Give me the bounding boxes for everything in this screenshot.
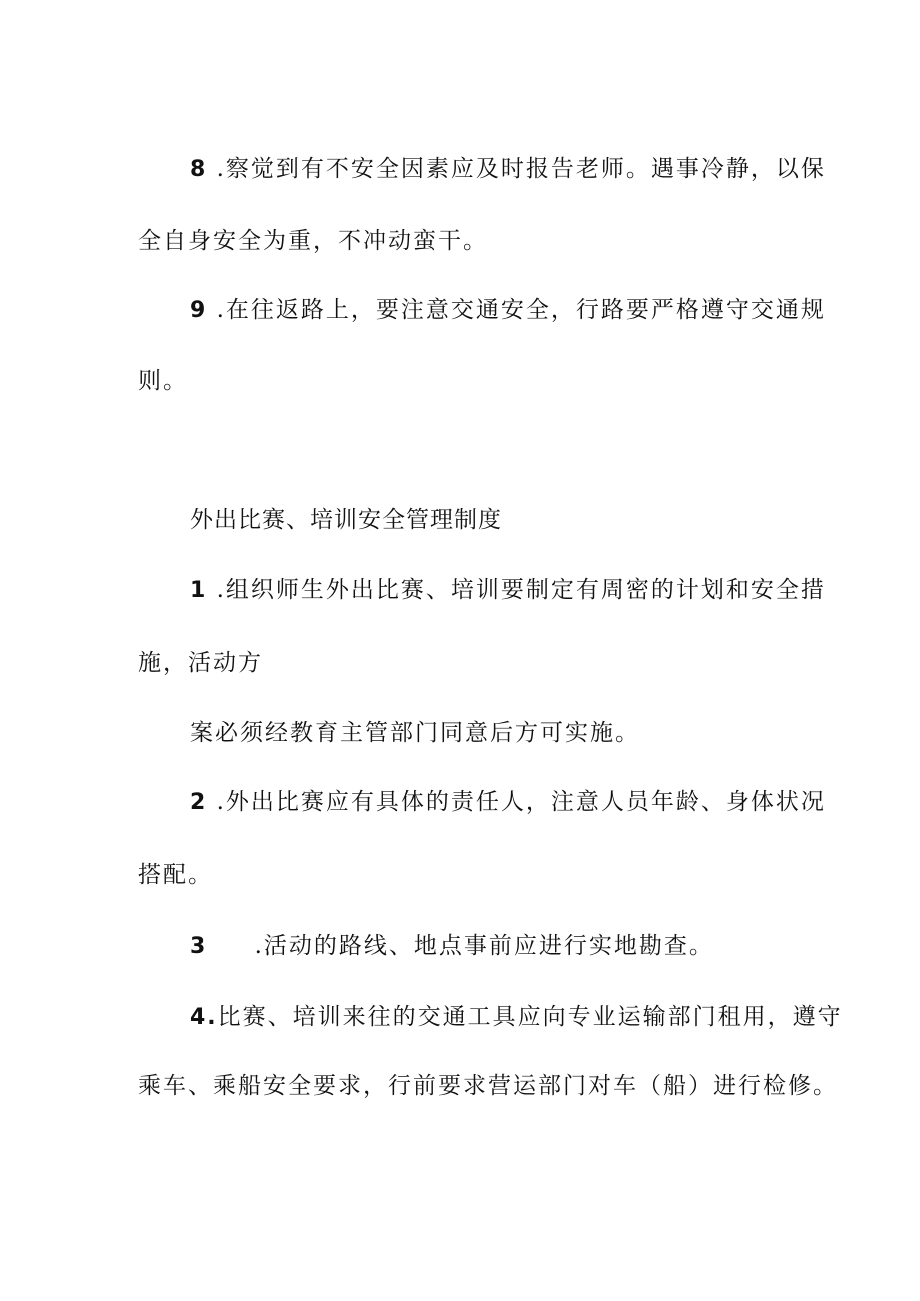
item-text: .察觉到有不安全因素应及时报告老师。遇事冷静，以保	[216, 156, 826, 182]
item-9-line-2	[138, 370, 188, 393]
rule-text: 乘车、乘船安全要求，行前要求营运部门对车（船）进行检修。	[138, 1073, 838, 1099]
rule-text: .活动的路线、地点事前应进行实地勘查。	[254, 933, 714, 959]
rule-1-line-1	[190, 579, 826, 602]
rule-text: 比赛、培训来往的交通工具应向专业运输部门租用，遵守	[217, 1004, 843, 1030]
rule-3-line-1	[190, 935, 714, 958]
rule-4-line-1	[190, 1006, 843, 1029]
section-title: 外出比赛、培训安全管理制度	[190, 507, 502, 533]
item-9-line-1	[190, 299, 826, 322]
item-text: 全自身安全为重，不冲动蛮干。	[138, 228, 488, 254]
rule-text: 施，活动方	[138, 650, 263, 676]
rule-text: .外出比赛应有具体的责任人，注意人员年龄、身体状况	[216, 789, 826, 815]
rule-text: .组织师生外出比赛、培训要制定有周密的计划和安全措	[216, 577, 826, 603]
item-text: .在往返路上，要注意交通安全，行路要严格遵守交通规	[216, 297, 826, 323]
rule-number: 4.	[190, 1005, 218, 1030]
item-text: 则。	[138, 368, 188, 394]
item-8-line-1	[190, 158, 826, 181]
rule-number: 1	[190, 578, 208, 603]
rule-2-line-2	[138, 864, 213, 887]
rule-text: 案必须经教育主管部门同意后方可实施。	[190, 720, 640, 746]
rule-number: 3	[190, 934, 208, 959]
rule-number: 2	[190, 790, 208, 815]
rule-4-line-2	[138, 1075, 838, 1098]
item-8-line-2	[138, 230, 488, 253]
rule-text: 搭配。	[138, 862, 213, 888]
rule-1-line-2	[138, 652, 263, 675]
item-number: 8	[190, 157, 208, 182]
rule-1-line-3	[190, 722, 640, 745]
rule-2-line-1	[190, 791, 826, 814]
item-number: 9	[190, 298, 208, 323]
